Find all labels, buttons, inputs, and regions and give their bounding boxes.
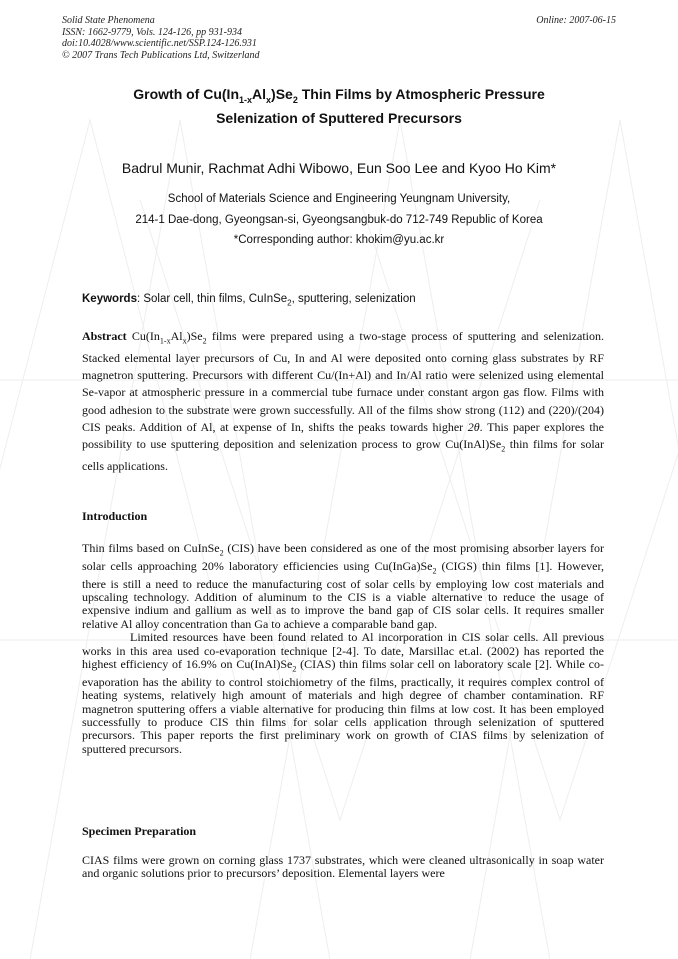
keywords: Keywords: Solar cell, thin films, CuInSe$_2$, sputtering, selenization <box>82 293 416 308</box>
paper-title <box>62 82 616 130</box>
affiliation-line-2: 214-1 Dae-dong, Gyeongsan-si, Gyeongsangbuk-do 712-749 Republic of Korea <box>135 213 543 226</box>
online-date: Online: 2007-06-15 <box>536 15 616 26</box>
doi-line: doi:10.4028/www.scientific.net/SSP.124-126.931 <box>62 38 257 49</box>
introduction-body <box>82 542 604 756</box>
section-heading-introduction: Introduction <box>82 509 148 523</box>
paragraph: CIAS films were grown on corning glass 1737 substrates, which were cleaned ultrasonically in soap water and organic solutions prior to precursors’ deposition. Elemental layers were <box>82 853 604 881</box>
corresponding-author: *Corresponding author: khokim@yu.ac.kr <box>233 234 445 246</box>
keywords-label: Keywords <box>82 293 137 305</box>
paragraph: Limited resources have been found related to Al incorporation in CIS solar cells. All previous works in this area used co-evaporation technique [2-4]. To date, Marsillac et.al. (2002) has reported the highest efficiency of 16.9% on $Cu(InAl)Se_2$ (CIAS) thin films solar cell on laboratory scale [2]. While co-evaporation has the ability to control stoichiometry of the films, practically, it requires complex control of heating systems, relatively high amount of materials and high degree of chamber contamination. RF magnetron sputtering offers a viable alternative for producing thin films at low cost. It has been employed successfully to produce CIS thin films for solar cells application through selenization of sputtered precursors. This paper reports the first preliminary work on growth of CIAS films by selenization of sputtered precursors. <box>82 630 604 756</box>
journal-header <box>62 15 260 61</box>
title-line-1: Growth of $Cu(In_{1-x}Al_x)Se_2$ Thin Films by Atmospheric Pressure <box>133 86 545 105</box>
title-line-2: Selenization of Sputtered Precursors <box>216 110 462 126</box>
paragraph: Thin films based on CuInSe$_2$ (CIS) have been considered as one of the most promising absorber layers for solar cells approaching 20% laboratory efficiencies using $Cu(InGa)Se_2$ (CIGS) thin films [1]. However, there is still a need to reduce the manufacturing cost of solar cells by employing low cost materials and upscaling technology. Addition of aluminum to the CIS is a viable alternative to reduce the usage of expensive indium and gallium as well as to improve the band gap of CIS solar cells. It requires smaller relative Al alloy concentration than Ga to achieve a comparable band gap. <box>82 541 604 631</box>
author-list: Badrul Munir, Rachmat Adhi Wibowo, Eun Soo Lee and Kyoo Ho Kim* <box>121 160 557 176</box>
section-heading-specimen-preparation: Specimen Preparation <box>82 824 197 838</box>
affiliation-line-1: School of Materials Science and Engineering Yeungnam University, <box>167 193 511 205</box>
specimen-body <box>82 854 604 881</box>
abstract-label: Abstract <box>82 329 127 343</box>
issn-line: ISSN: 1662-9779, Vols. 124-126, pp 931-934 <box>62 26 242 38</box>
journal-name: Solid State Phenomena <box>62 15 155 26</box>
affiliation <box>62 189 616 251</box>
copyright-line: © 2007 Trans Tech Publications Ltd, Switzerland <box>62 49 260 61</box>
abstract: Abstract $Cu(In_{1-x}Al_x)Se_2$ films were prepared using a two-stage process of sputtering and selenization. Stacked elemental layer precursors of Cu, In and Al were deposited onto corning glass substrates by RF magnetron sputtering. Precursors with different Cu/(In+Al) and In/Al ratio were selenized using elemental Se-vapor at atmospheric pressure in a commercial tube furnace under constant argon gas flow. Films with good adhesion to the substrate were grown successfully. All of the films show strong (112) and (220)/(204) CIS peaks. Addition of Al, at expense of In, shifts the peaks towards higher 2θ. This paper explores the possibility to use sputtering deposition and selenization process to grow $Cu(InAl)Se_2$ thin films for solar cells applications. <box>82 329 605 473</box>
